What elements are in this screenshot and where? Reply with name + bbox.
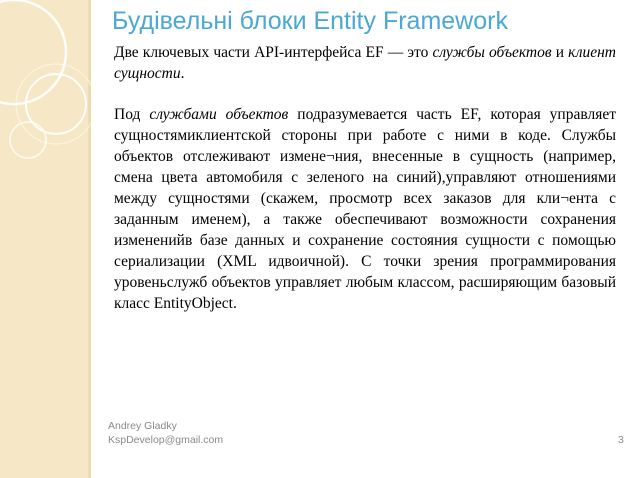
deco-circle-ring: [16, 64, 96, 144]
text-run: Две ключевых части API-интерфейса EF — это: [114, 44, 433, 61]
footer-email: KspDevelop@gmail.com: [108, 434, 224, 446]
paragraph-object-services: [114, 104, 616, 314]
slide-title: Будівельні блоки Entity Framework: [112, 7, 508, 35]
text-run: подразумевается часть EF, которая управляет сущностямиклиентской стороны при работе с ними в коде. Службы объектов отслеживают измене¬ния, внесенные в сущность (например, смена цвета автомобиля с зеленого на синий),управляют отношениями между сущностями (скажем, просмотр всех заказов для кли¬ента с заданным именем), а также обеспечивают возможности сохранения измененийв базе данных и сохранение состояния сущности с помощью сериализации (XML идвоичной). С точки зрения программирования уровеньслужб объектов управляет любым классом, расширяющим базовый класс EntityObject.: [114, 106, 616, 312]
page-number: 3: [618, 434, 624, 446]
deco-circle-small: [10, 122, 46, 158]
slide-body: [114, 42, 616, 314]
italic-term: службы объектов: [432, 44, 552, 61]
text-run: Под: [114, 106, 150, 123]
italic-term: службами объектов: [149, 106, 289, 123]
text-run: .: [180, 65, 185, 82]
italic-term: клиент сущности: [114, 44, 616, 82]
paragraph-intro: [114, 42, 616, 84]
footer-author: Andrey Gladky: [108, 420, 177, 432]
deco-circle-large: [0, 0, 66, 104]
text-run: и: [551, 44, 569, 61]
